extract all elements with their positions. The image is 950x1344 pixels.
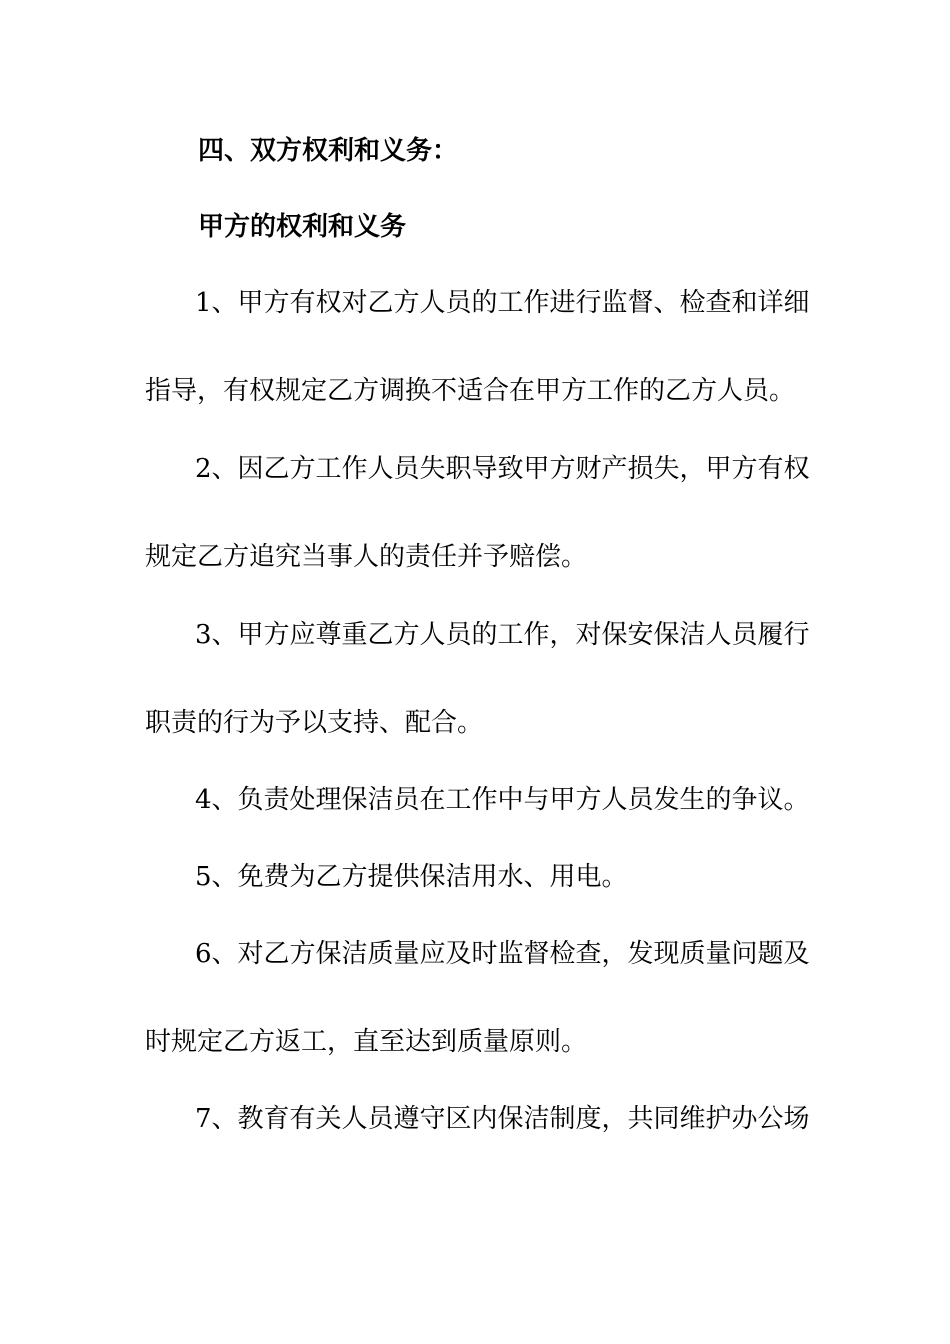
paragraph-3-line-2: 职责的行为予以支持、配合。 [145,708,484,738]
paragraph-2-line-1: 2、因乙方工作人员失职导致甲方财产损失，甲方有权 [195,454,810,484]
subheading: 甲方的权利和义务 [198,212,407,242]
paragraph-4: 4、负责处理保洁员在工作中与甲方人员发生的争议。 [195,785,810,815]
paragraph-7-line-1: 7、教育有关人员遵守区内保洁制度，共同维护办公场 [195,1104,810,1134]
paragraph-1-line-1: 1、甲方有权对乙方人员的工作进行监督、检查和详细 [195,288,810,318]
paragraph-5: 5、免费为乙方提供保洁用水、用电。 [195,862,628,892]
paragraph-6-line-2: 时规定乙方返工，直至达到质量原则。 [145,1027,588,1057]
paragraph-6-line-1: 6、对乙方保洁质量应及时监督检查，发现质量问题及 [195,939,810,969]
paragraph-1-line-2: 指导，有权规定乙方调换不适合在甲方工作的乙方人员。 [145,376,796,406]
paragraph-3-line-1: 3、甲方应尊重乙方人员的工作，对保安保洁人员履行 [195,620,810,650]
section-heading: 四、双方权利和义务： [198,136,459,166]
paragraph-2-line-2: 规定乙方追究当事人的责任并予赔偿。 [145,542,588,572]
